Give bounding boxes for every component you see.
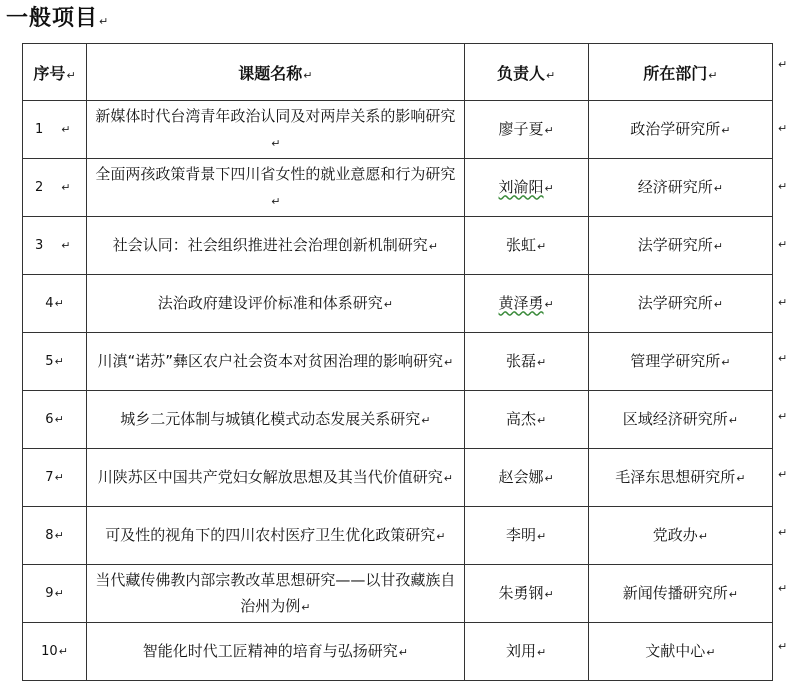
row-end-mark-icon: ↵ <box>778 238 788 251</box>
row-number: 2 ↵ <box>23 159 87 217</box>
project-title: 城乡二元体制与城镇化模式动态发展关系研究↵ <box>87 391 465 449</box>
project-owner: 高杰↵ <box>464 391 588 449</box>
row-number: 8↵ <box>23 507 87 565</box>
table-row <box>23 333 773 391</box>
row-number: 9↵ <box>23 565 87 623</box>
row-number: 6↵ <box>23 391 87 449</box>
table-row <box>23 101 773 159</box>
table-row <box>23 623 773 681</box>
projects-table <box>22 43 773 681</box>
row-end-mark-icon: ↵ <box>778 58 788 71</box>
table-row <box>23 565 773 623</box>
project-title: 川滇“诺苏”彝区农户社会资本对贫困治理的影响研究↵ <box>87 333 465 391</box>
table-row <box>23 391 773 449</box>
project-department: 法学研究所↵ <box>588 217 772 275</box>
row-end-mark-icon: ↵ <box>778 468 788 481</box>
project-title: 智能化时代工匠精神的培育与弘扬研究↵ <box>87 623 465 681</box>
table-row <box>23 217 773 275</box>
project-title: 当代藏传佛教内部宗教改革思想研究——以甘孜藏族自治州为例↵ <box>87 565 465 623</box>
paragraph-mark-icon: ↵ <box>99 15 110 28</box>
project-department: 经济研究所↵ <box>588 159 772 217</box>
section-heading-text: 一般项目 <box>6 6 99 31</box>
project-department: 党政办↵ <box>588 507 772 565</box>
row-end-mark-icon: ↵ <box>778 296 788 309</box>
row-end-mark-icon: ↵ <box>778 526 788 539</box>
project-owner: 张磊↵ <box>464 333 588 391</box>
project-department: 文献中心↵ <box>588 623 772 681</box>
project-title: 可及性的视角下的四川农村医疗卫生优化政策研究↵ <box>87 507 465 565</box>
table-row <box>23 159 773 217</box>
project-owner: 李明↵ <box>464 507 588 565</box>
project-department: 区域经济研究所↵ <box>588 391 772 449</box>
section-heading <box>6 4 109 34</box>
project-department: 毛泽东思想研究所↵ <box>588 449 772 507</box>
project-title: 法治政府建设评价标准和体系研究↵ <box>87 275 465 333</box>
project-department: 政治学研究所↵ <box>588 101 772 159</box>
table-row <box>23 507 773 565</box>
row-number: 10↵ <box>23 623 87 681</box>
project-title: 新媒体时代台湾青年政治认同及对两岸关系的影响研究↵ <box>87 101 465 159</box>
row-number: 4↵ <box>23 275 87 333</box>
row-end-mark-icon: ↵ <box>778 122 788 135</box>
project-title: 社会认同：社会组织推进社会治理创新机制研究↵ <box>87 217 465 275</box>
header-number: 序号↵ <box>23 44 87 101</box>
row-end-mark-icon: ↵ <box>778 410 788 423</box>
project-owner: 刘渝阳↵ <box>464 159 588 217</box>
header-owner: 负责人↵ <box>464 44 588 101</box>
project-owner: 赵会娜↵ <box>464 449 588 507</box>
row-number: 5↵ <box>23 333 87 391</box>
project-department: 法学研究所↵ <box>588 275 772 333</box>
header-department: 所在部门↵ <box>588 44 772 101</box>
project-department: 管理学研究所↵ <box>588 333 772 391</box>
table-header-row <box>23 44 773 101</box>
row-number: 3 ↵ <box>23 217 87 275</box>
project-owner: 黄泽勇↵ <box>464 275 588 333</box>
table-row <box>23 449 773 507</box>
project-owner: 张虹↵ <box>464 217 588 275</box>
project-owner: 刘用↵ <box>464 623 588 681</box>
project-title: 川陕苏区中国共产党妇女解放思想及其当代价值研究↵ <box>87 449 465 507</box>
table-row <box>23 275 773 333</box>
project-owner: 朱勇钢↵ <box>464 565 588 623</box>
project-owner: 廖子夏↵ <box>464 101 588 159</box>
row-end-mark-icon: ↵ <box>778 180 788 193</box>
row-number: 1 ↵ <box>23 101 87 159</box>
row-end-mark-icon: ↵ <box>778 352 788 365</box>
project-title: 全面两孩政策背景下四川省女性的就业意愿和行为研究↵ <box>87 159 465 217</box>
row-end-mark-icon: ↵ <box>778 640 788 653</box>
project-department: 新闻传播研究所↵ <box>588 565 772 623</box>
row-end-mark-icon: ↵ <box>778 582 788 595</box>
row-number: 7↵ <box>23 449 87 507</box>
header-title: 课题名称↵ <box>87 44 465 101</box>
